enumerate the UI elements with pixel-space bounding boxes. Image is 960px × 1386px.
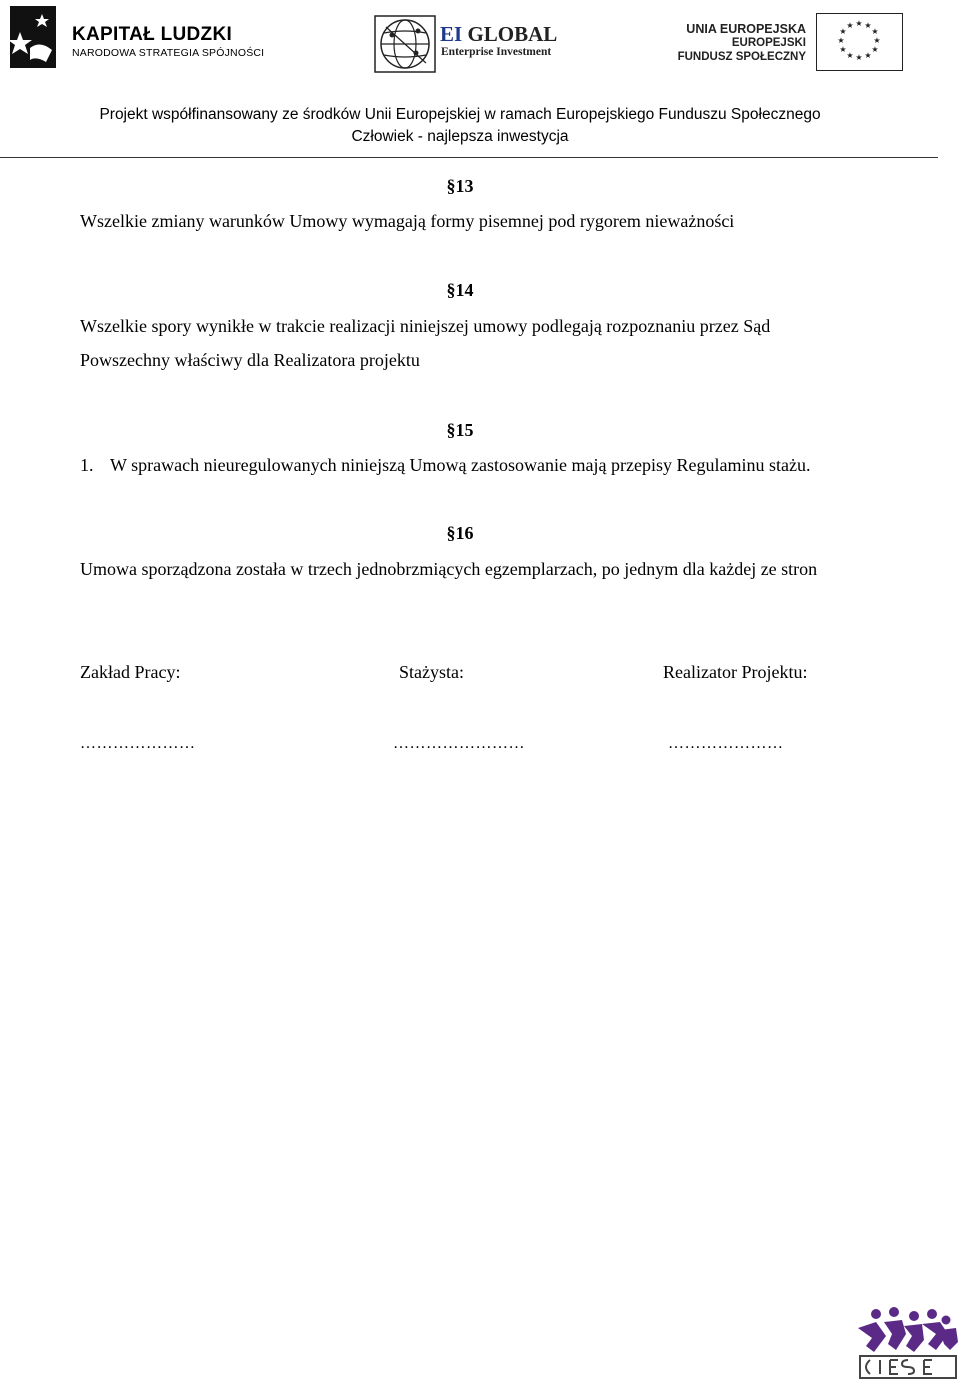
ei-global-title-rest: GLOBAL (467, 22, 558, 46)
signature-label-realizer: Realizator Projektu: (663, 662, 808, 682)
eu-flag-icon (816, 13, 903, 71)
section-13-title: §13 (446, 176, 474, 196)
ei-global-globe-icon (374, 15, 436, 73)
signature-line-employer: ………………… (80, 735, 196, 752)
project-cofinancing-line: Projekt współfinansowany ze środków Unii Europejskiej w ramach Europejskiego Funduszu Społecznego (99, 106, 821, 123)
eu-line-2: EUROPEJSKI (731, 37, 806, 49)
eu-line-1: UNIA EUROPEJSKA (686, 22, 806, 36)
svg-text:★: ★ (871, 45, 879, 54)
kapital-ludzki-subtitle: NARODOWA STRATEGIA SPÓJNOŚCI (72, 47, 265, 59)
section-13-text: Wszelkie zmiany warunków Umowy wymagają formy pisemnej pod rygorem nieważności (80, 211, 735, 231)
kapital-ludzki-logo (6, 4, 60, 70)
svg-text:★: ★ (864, 21, 872, 30)
svg-text:★: ★ (855, 19, 863, 28)
ei-global-subtitle: Enterprise Investment (441, 46, 552, 58)
footer-people-logo (856, 1306, 960, 1381)
header-divider (0, 157, 938, 158)
svg-text:★: ★ (873, 36, 881, 45)
eu-line-3: FUNDUSZ SPOŁECZNY (677, 51, 806, 63)
svg-text:★: ★ (855, 53, 863, 62)
section-15-text: W sprawach nieuregulowanych niniejszą Umową zastosowanie mają przepisy Regulaminu stażu. (110, 455, 811, 475)
svg-text:★: ★ (846, 21, 854, 30)
signature-label-employer: Zakład Pracy: (80, 662, 181, 682)
section-16-title: §16 (446, 523, 474, 543)
svg-text:★: ★ (837, 36, 845, 45)
signature-line-intern: …………………… (393, 735, 525, 752)
eu-text-block (678, 22, 806, 64)
svg-text:★: ★ (871, 27, 879, 36)
svg-text:★: ★ (864, 51, 872, 60)
section-16-text: Umowa sporządzona została w trzech jednobrzmiących egzemplarzach, po jednym dla każdej ze stron (80, 559, 818, 579)
svg-text:★: ★ (839, 45, 847, 54)
kapital-ludzki-title: KAPITAŁ LUDZKI (72, 24, 233, 45)
section-14-title: §14 (446, 280, 474, 300)
project-slogan-line: Człowiek - najlepsza inwestycja (351, 128, 569, 145)
svg-text:★: ★ (846, 51, 854, 60)
svg-text:★: ★ (839, 27, 847, 36)
section-14-text: Wszelkie spory wynikłe w trakcie realizacji niniejszej umowy podlegają rozpoznaniu przez Sąd Powszechny właściwy dla Realizatora projektu (80, 316, 771, 370)
ei-global-title-ei: EI (440, 22, 463, 46)
section-15-title: §15 (446, 420, 474, 440)
section-15-item-number: 1. (80, 455, 94, 475)
signature-line-realizer: ………………… (668, 735, 784, 752)
ei-global-title (440, 22, 557, 47)
signature-label-intern: Stażysta: (399, 662, 464, 682)
